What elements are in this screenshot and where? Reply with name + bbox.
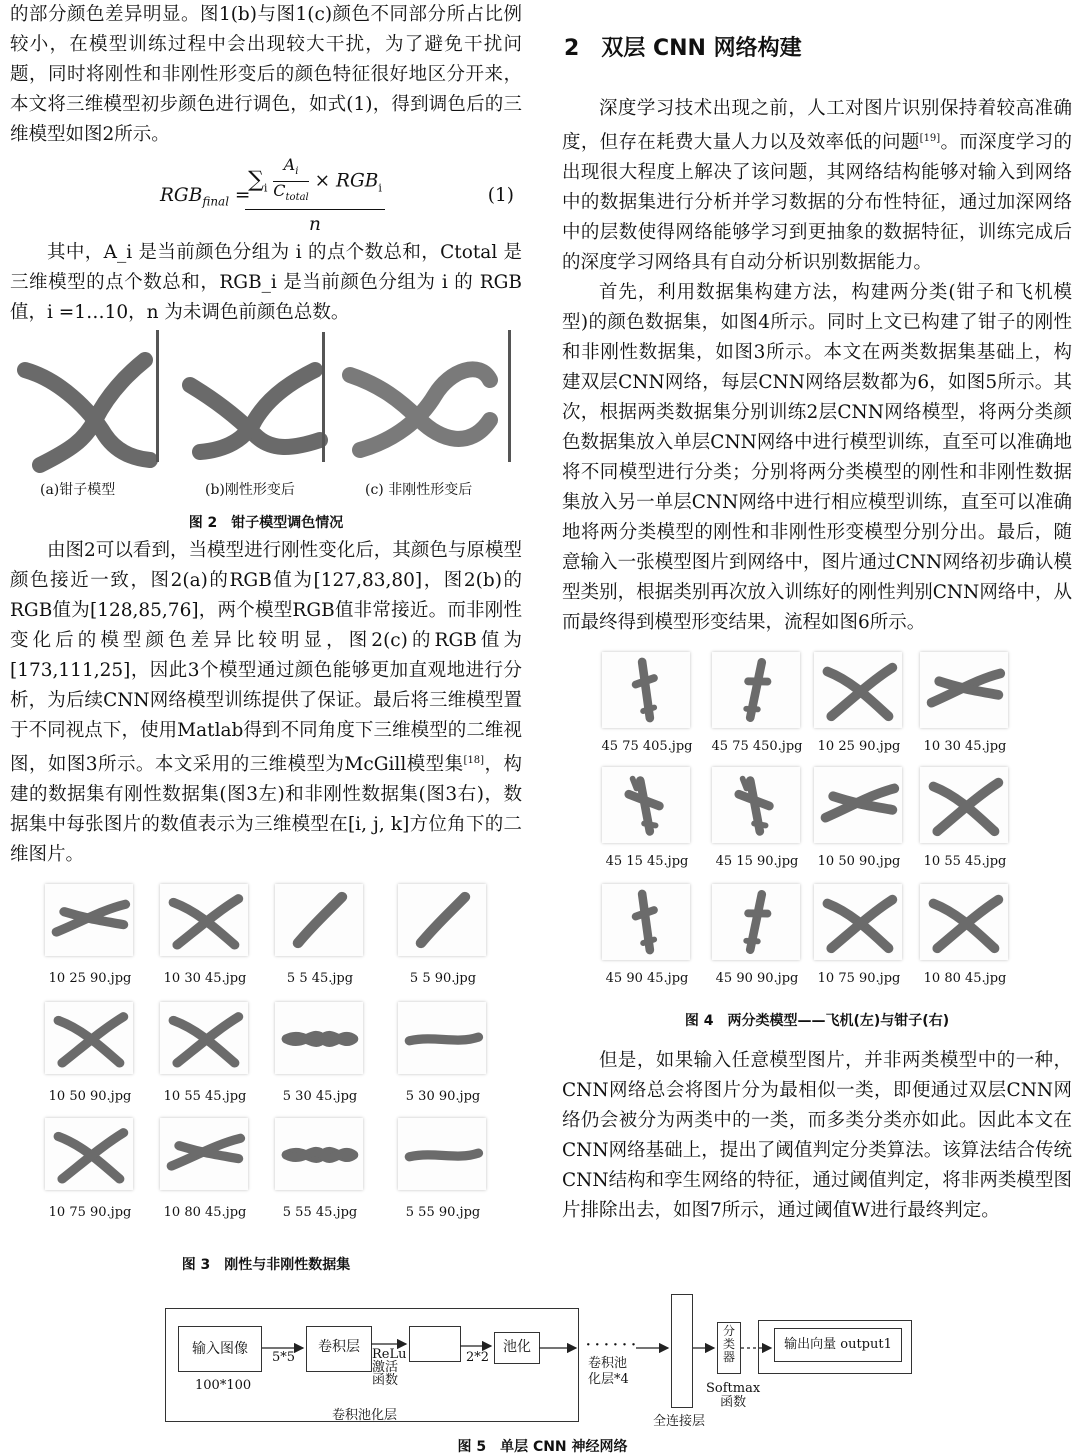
thumbnail-filename: 10 55 45.jpg — [163, 1089, 247, 1105]
thumbnail-filename: 45 75 450.jpg — [711, 739, 803, 755]
conv-pool-x4-label: 卷积池 化层*4 — [588, 1356, 629, 1387]
thumbnail-filename: 45 90 45.jpg — [605, 971, 689, 987]
model-view-image — [814, 884, 902, 960]
output-vector-box: 输出向量 output1 — [774, 1328, 902, 1362]
fig5-caption: 图 5 单层 CNN 神经网络 — [457, 1439, 628, 1455]
dataset-thumbnail — [920, 767, 1008, 843]
dataset-thumbnail — [398, 884, 486, 956]
thumbnail-filename: 45 15 45.jpg — [605, 854, 689, 870]
dataset-thumbnail — [160, 1002, 248, 1074]
thumbnail-filename: 10 30 45.jpg — [163, 971, 247, 987]
model-view-image — [398, 884, 486, 956]
input-size-label: 100*100 — [195, 1378, 252, 1393]
dataset-thumbnail — [920, 652, 1008, 728]
right-column — [562, 0, 1072, 1226]
model-view-image — [814, 767, 902, 843]
dataset-thumbnail — [814, 652, 902, 728]
dataset-thumbnail — [712, 767, 800, 843]
model-view-image — [45, 1118, 133, 1190]
dataset-thumbnail — [45, 884, 133, 956]
model-view-image — [814, 652, 902, 728]
relu-label: ReLu 激活 函数 — [372, 1347, 407, 1388]
left-paragraph-2: 其中，A_i 是当前颜色分组为 i 的点个数总和，Ctotal 是三维模型的点个数总和，RGB_i 是当前颜色分组为 i 的 RGB 值，i =1…10，n 为未调色前颜色总数。 — [10, 242, 522, 323]
dataset-thumbnail — [275, 884, 363, 956]
model-view-image — [920, 767, 1008, 843]
model-view-image — [160, 1118, 248, 1190]
model-view-image — [602, 652, 690, 728]
figure-2 — [10, 340, 522, 540]
thumbnail-filename: 10 50 90.jpg — [817, 854, 901, 870]
thumbnail-filename: 10 80 45.jpg — [163, 1205, 247, 1221]
figure-3 — [10, 884, 522, 1274]
dataset-thumbnail — [602, 884, 690, 960]
fig2-divider-b — [322, 332, 325, 462]
dataset-thumbnail — [160, 1118, 248, 1190]
fig2-panel-b — [175, 340, 335, 480]
eq-numerator: $\sum_i$ $A_i$ $C_{total}$ × $RGB_i$ — [245, 156, 385, 210]
model-view-image — [712, 652, 800, 728]
thumbnail-filename: 10 75 90.jpg — [48, 1205, 132, 1221]
model-view-image — [275, 1118, 363, 1190]
fig2-sub-a: (a)钳子模型 — [40, 482, 116, 498]
fig2-panel-a — [10, 340, 170, 480]
model-view-image — [45, 1002, 133, 1074]
dataset-thumbnail — [398, 1118, 486, 1190]
right-paragraph-3: 但是，如果输入任意模型图片，并非两类模型中的一种，CNN网络总会将图片分为最相似一类，即便通过双层CNN网络仍会被分为两类中的一类，而多类分类亦如此。因此本文在CNN网络基础上，提出了阈值判定分类算法。该算法结合传统CNN结构和孪生网络的特征，通过阈值判定，将非两类模型图片排除出去，如图7所示，通过阈值W进行最终判定。 — [562, 1050, 1072, 1222]
fig2-divider-c — [508, 330, 511, 462]
section-heading: 2 双层 CNN 网络构建 — [564, 36, 802, 61]
eq-lhs: $RGB_{final}$ = — [160, 185, 251, 209]
equation-1 — [10, 156, 522, 236]
eq-fraction — [245, 156, 385, 240]
left-column — [10, 0, 522, 1274]
model-view-image — [920, 652, 1008, 728]
fully-connected-label: 全连接层 — [653, 1414, 706, 1429]
model-view-image — [275, 1002, 363, 1074]
model-view-image — [712, 884, 800, 960]
thumbnail-filename: 10 80 45.jpg — [923, 971, 1007, 987]
fig2-sub-c: (c) 非刚性形变后 — [365, 482, 473, 498]
left-paragraph-3: 由图2可以看到，当模型进行刚性变化后，其颜色与原模型颜色接近一致，图2(a)的RGB值为[127,83,80]，图2(b)的RGB值为[128,85,76]，两个模型RGB值非常接近。而非刚性变化后的模型颜色差异比较明显，图2(c)的RGB值为[173,111,25]，因此3个模型通过颜色能够更加直观地进行分析，为后续CNN网络模型训练提供了保证。最后将三维模型置于不同视点下，使用Matlab得到不同角度下三维模型的二维视图，如图3所示。本文采用的三维模型为McGill模型集[18]，构建的数据集有刚性数据集(图3左)和非刚性数据集(图3右)，数据集中每张图片的数值表示为三维模型在[i, j, k]方位角下的二维图片。 — [10, 540, 522, 866]
pliers-model-a-image — [10, 340, 170, 480]
model-view-image — [160, 1002, 248, 1074]
classifier-box: 分 类 器 — [717, 1322, 741, 1374]
conv-pool-block-label: 卷积池化层 — [332, 1408, 398, 1423]
softmax-label: Softmax 函数 — [706, 1381, 761, 1410]
thumbnail-filename: 10 30 45.jpg — [923, 739, 1007, 755]
thumbnail-filename: 10 55 45.jpg — [923, 854, 1007, 870]
fig2-divider-a — [156, 330, 159, 462]
model-view-image — [275, 884, 363, 956]
thumbnail-filename: 5 55 90.jpg — [405, 1205, 481, 1221]
left-paragraph-1: 的部分颜色差异明显。图1(b)与图1(c)颜色不同部分所占比例较小，在模型训练过程中会出现较大干扰，为了避免干扰问题，同时将刚性和非刚性形变后的颜色特征很好地区分开来，本文将三维模型初步颜色进行调色，如式(1)，得到调色后的三维模型如图2所示。 — [10, 4, 522, 145]
thumbnail-filename: 5 30 45.jpg — [282, 1089, 358, 1105]
thumbnail-filename: 10 75 90.jpg — [817, 971, 901, 987]
dataset-thumbnail — [398, 1002, 486, 1074]
model-view-image — [45, 884, 133, 956]
conv-layer-box: 卷积层 — [306, 1326, 372, 1372]
fig2-sub-b: (b)刚性形变后 — [205, 482, 295, 498]
model-view-image — [920, 884, 1008, 960]
thumbnail-filename: 5 5 90.jpg — [409, 971, 477, 987]
dataset-thumbnail — [814, 767, 902, 843]
fig4-caption: 图 4 两分类模型——飞机(左)与钳子(右) — [684, 1013, 950, 1030]
fig2-panel-c — [340, 340, 510, 480]
dataset-thumbnail — [712, 652, 800, 728]
dataset-thumbnail — [602, 767, 690, 843]
thumbnail-filename: 10 50 90.jpg — [48, 1089, 132, 1105]
eq-denominator: n — [309, 214, 321, 236]
right-paragraph-1: 深度学习技术出现之前，人工对图片识别保持着较高准确度，但存在耗费大量人力以及效率低的问题[19]。而深度学习的出现很大程度上解决了该问题，其网络结构能够对输入到网络中的数据集进行分析并学习数据的分布性特征，通过加深网络中的层数使得网络能够学习到更抽象的数据特征，训练完成后的深度学习网络具有自动分析识别数据能力。 — [562, 98, 1072, 274]
dataset-thumbnail — [45, 1002, 133, 1074]
thumbnail-filename: 45 90 90.jpg — [715, 971, 799, 987]
figure-5 — [0, 1292, 1075, 1455]
thumbnail-filename: 45 75 405.jpg — [601, 739, 693, 755]
thumbnail-filename: 10 25 90.jpg — [817, 739, 901, 755]
pool-2x2-label: 2*2 — [466, 1350, 490, 1365]
pliers-rigid-image — [175, 340, 335, 480]
equation-number: (1) — [487, 185, 514, 206]
dataset-thumbnail — [814, 884, 902, 960]
model-view-image — [398, 1002, 486, 1074]
model-view-image — [712, 767, 800, 843]
model-view-image — [398, 1118, 486, 1190]
dataset-thumbnail — [160, 884, 248, 956]
dataset-thumbnail — [275, 1002, 363, 1074]
pliers-nonrigid-image — [340, 340, 510, 480]
dataset-thumbnail — [712, 884, 800, 960]
fig3-caption: 图 3 刚性与非刚性数据集 — [181, 1257, 351, 1273]
figure-4 — [562, 652, 1072, 1002]
dataset-thumbnail — [920, 884, 1008, 960]
thumbnail-filename: 10 25 90.jpg — [48, 971, 132, 987]
input-image-box: 输入图像 — [178, 1326, 262, 1372]
thumbnail-filename: 5 5 45.jpg — [286, 971, 354, 987]
model-view-image — [160, 884, 248, 956]
thumbnail-filename: 45 15 90.jpg — [715, 854, 799, 870]
thumbnail-filename: 5 30 90.jpg — [405, 1089, 481, 1105]
right-paragraph-2: 首先，利用数据集构建方法，构建两分类(钳子和飞机模型)的颜色数据集，如图4所示。同时上文已构建了钳子的刚性和非刚性数据集，如图3所示。本文在两类数据集基础上，构建双层CNN网络，每层CNN网络层数都为6，如图5所示。其次，根据两类数据集分别训练2层CNN网络模型，将两分类颜色数据集放入单层CNN网络中进行模型训练，直至可以准确地将不同模型进行分类；分别将两分类模型的刚性和非刚性数据集放入另一单层CNN网络中进行相应模型训练，直至可以准确地将两分类模型的刚性和非刚性形变模型分别分出。最后，随意输入一张模型图片到网络中，图片通过CNN网络初步确认模型类别，根据类别再次放入训练好的刚性判别CNN网络中，从而最终得到模型形变结果，流程如图6所示。 — [562, 282, 1072, 634]
pooling-box: 池化 — [494, 1332, 540, 1364]
thumbnail-filename: 5 55 45.jpg — [282, 1205, 358, 1221]
dataset-thumbnail — [602, 652, 690, 728]
fig2-caption: 图 2 钳子模型调色情况 — [188, 515, 344, 531]
model-view-image — [602, 884, 690, 960]
dataset-thumbnail — [45, 1118, 133, 1190]
kernel-5x5-label: 5*5 — [272, 1350, 296, 1365]
fig5-arrows — [0, 1292, 1075, 1452]
model-view-image — [602, 767, 690, 843]
continuation-dots: · · · · · · — [586, 1338, 636, 1353]
dataset-thumbnail — [275, 1118, 363, 1190]
